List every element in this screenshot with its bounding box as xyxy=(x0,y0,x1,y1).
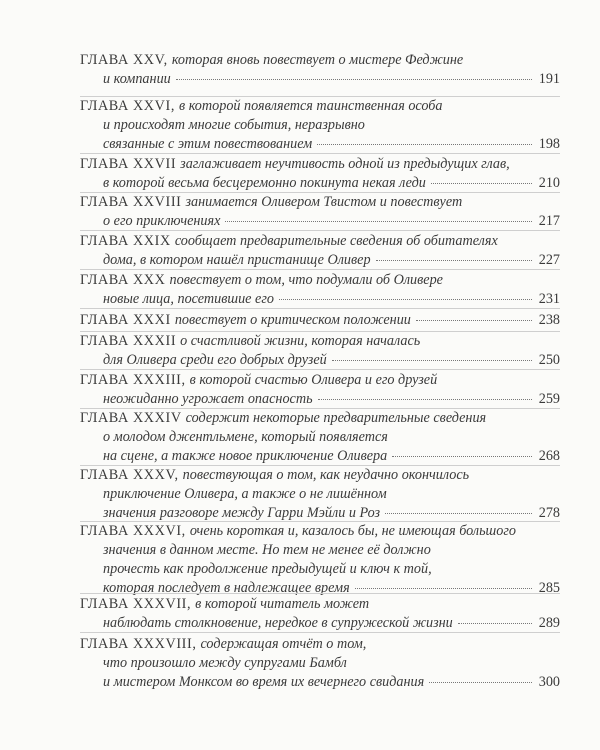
chapter-title: новые лица, посетившие его xyxy=(103,291,274,307)
toc-entry[interactable] xyxy=(80,465,560,521)
dot-leader xyxy=(355,588,532,589)
toc-entry-line xyxy=(80,351,560,370)
dot-leader xyxy=(458,623,532,624)
toc-entry-line xyxy=(80,485,560,504)
toc-entry[interactable] xyxy=(80,153,560,192)
page-number: 259 xyxy=(538,391,560,407)
chapter-title: в которой весьма бесцеремонно покинута некая леди xyxy=(103,175,426,191)
toc-entry-line xyxy=(80,466,560,485)
chapter-title: значения разговоре между Гарри Мэйли и Роз xyxy=(103,505,381,521)
toc-entry-line xyxy=(80,51,560,70)
page-number: 231 xyxy=(538,291,560,307)
toc-entry-line xyxy=(80,635,560,654)
chapter-title: которая вновь повествует о мистере Феджине xyxy=(171,52,464,68)
toc-entry[interactable] xyxy=(80,96,560,153)
chapter-label: ГЛАВА XXXI xyxy=(80,312,171,328)
table-of-contents xyxy=(80,44,560,692)
chapter-title: в которой читатель может xyxy=(195,596,370,612)
page-number: 300 xyxy=(538,674,560,690)
chapter-label: ГЛАВА XXXVII, xyxy=(80,596,192,612)
dot-leader xyxy=(429,682,532,683)
dot-leader xyxy=(416,320,532,321)
toc-entry-line xyxy=(80,409,560,428)
chapter-label: ГЛАВА XXXIV xyxy=(80,410,182,426)
toc-entry-line xyxy=(80,560,560,579)
toc-entry-line xyxy=(80,135,560,154)
toc-entry-line xyxy=(80,116,560,135)
dot-leader xyxy=(225,221,532,222)
toc-entry-line xyxy=(80,595,560,614)
dot-leader xyxy=(392,456,532,457)
page-number: 285 xyxy=(538,580,560,596)
toc-entry-line xyxy=(80,271,560,290)
chapter-title: очень короткая и, казалось бы, не имеющая большого xyxy=(189,523,516,539)
chapter-title: в которой счастью Оливера и его друзей xyxy=(189,372,438,388)
toc-entry-line xyxy=(80,97,560,116)
dot-leader xyxy=(279,299,532,300)
chapter-title: и компании xyxy=(103,71,171,87)
toc-entry-line xyxy=(80,174,560,193)
toc-entry[interactable] xyxy=(80,308,560,331)
chapter-label: ГЛАВА XXXII xyxy=(80,333,177,349)
toc-entry-line xyxy=(80,390,560,409)
chapter-title: повествует о критическом положении xyxy=(174,312,411,328)
page-number: 289 xyxy=(538,615,560,631)
toc-entry-line xyxy=(80,155,560,174)
page-number: 278 xyxy=(538,505,560,521)
chapter-label: ГЛАВА XXX xyxy=(80,272,166,288)
dot-leader xyxy=(376,260,532,261)
toc-entry-line xyxy=(80,654,560,673)
toc-entry-line xyxy=(80,212,560,231)
toc-entry[interactable] xyxy=(80,331,560,369)
page-number: 198 xyxy=(538,136,560,152)
page-number: 191 xyxy=(538,71,560,87)
chapter-label: ГЛАВА XXIX xyxy=(80,233,171,249)
chapter-label: ГЛАВА XXXV, xyxy=(80,467,179,483)
dot-leader xyxy=(385,513,532,514)
page-number: 217 xyxy=(538,213,560,229)
toc-entry-line xyxy=(80,290,560,309)
chapter-title: о молодом джентльмене, который появляется xyxy=(103,429,388,445)
toc-entry[interactable] xyxy=(80,632,560,692)
chapter-title: которая последует в надлежащее время xyxy=(103,580,350,596)
toc-entry[interactable] xyxy=(80,269,560,308)
chapter-title: и мистером Монксом во время их вечернего свидания xyxy=(103,674,425,690)
chapter-title: что произошло между супругами Бамбл xyxy=(103,655,347,671)
chapter-title: наблюдать столкновение, нередкое в супружеской жизни xyxy=(103,615,453,631)
toc-entry-line xyxy=(80,541,560,560)
chapter-label: ГЛАВА XXXVIII, xyxy=(80,636,197,652)
chapter-title: в которой появляется таинственная особа xyxy=(178,98,443,114)
page-number: 210 xyxy=(538,175,560,191)
chapter-title: сообщает предварительные сведения об обитателях xyxy=(174,233,498,249)
chapter-title: о счастливой жизни, которая началась xyxy=(180,333,421,349)
chapter-title: повествующая о том, как неудачно окончилось xyxy=(182,467,470,483)
toc-entry-line xyxy=(80,614,560,633)
toc-entry-line xyxy=(80,232,560,251)
toc-entry-line xyxy=(80,522,560,541)
page-number: 238 xyxy=(538,312,560,328)
dot-leader xyxy=(431,183,532,184)
toc-entry[interactable] xyxy=(80,369,560,408)
dot-leader xyxy=(317,144,532,145)
toc-entry[interactable] xyxy=(80,408,560,465)
chapter-title: неожиданно угрожает опасность xyxy=(103,391,313,407)
chapter-title: прочесть как продолжение предыдущей и ключ к той, xyxy=(103,561,432,577)
chapter-title: заглаживает неучтивость одной из предыдущих глав, xyxy=(180,156,510,172)
toc-entry[interactable] xyxy=(80,230,560,269)
chapter-title: занимается Оливером Твистом и повествует xyxy=(185,194,463,210)
dot-leader xyxy=(176,79,532,80)
page-number: 227 xyxy=(538,252,560,268)
toc-entry-line xyxy=(80,428,560,447)
chapter-title: связанные с этим повествованием xyxy=(103,136,313,152)
chapter-title: дома, в котором нашёл пристанище Оливер xyxy=(103,252,371,268)
chapter-label: ГЛАВА XXVI, xyxy=(80,98,175,114)
toc-entry-line xyxy=(80,311,560,330)
chapter-title: для Оливера среди его добрых друзей xyxy=(103,352,327,368)
toc-entry-line xyxy=(80,70,560,89)
chapter-title: приключение Оливера, а также о не лишённом xyxy=(103,486,387,502)
dot-leader xyxy=(332,360,532,361)
chapter-title: значения в данном месте. Но тем не менее её должно xyxy=(103,542,431,558)
toc-entry[interactable] xyxy=(80,192,560,230)
chapter-title: повествует о том, что подумали об Оливере xyxy=(169,272,443,288)
toc-entry[interactable] xyxy=(80,521,560,596)
chapter-title: содержащая отчёт о том, xyxy=(200,636,367,652)
toc-entry-line xyxy=(80,193,560,212)
toc-entry-line xyxy=(80,447,560,466)
chapter-label: ГЛАВА XXXVI, xyxy=(80,523,186,539)
toc-entry-line xyxy=(80,673,560,692)
page-number: 250 xyxy=(538,352,560,368)
chapter-label: ГЛАВА XXXIII, xyxy=(80,372,186,388)
toc-entry-line xyxy=(80,251,560,270)
toc-entry[interactable] xyxy=(80,44,560,96)
page-number: 268 xyxy=(538,448,560,464)
chapter-title: и происходят многие события, неразрывно xyxy=(103,117,365,133)
chapter-label: ГЛАВА XXVII xyxy=(80,156,177,172)
chapter-label: ГЛАВА XXVIII xyxy=(80,194,182,210)
toc-entry-line xyxy=(80,332,560,351)
chapter-title: о его приключениях xyxy=(103,213,221,229)
chapter-title: содержит некоторые предварительные сведения xyxy=(185,410,487,426)
toc-entry-line xyxy=(80,371,560,390)
chapter-label: ГЛАВА XXV, xyxy=(80,52,168,68)
dot-leader xyxy=(318,399,532,400)
toc-entry[interactable] xyxy=(80,593,560,632)
chapter-title: на сцене, а также новое приключение Оливера xyxy=(103,448,388,464)
